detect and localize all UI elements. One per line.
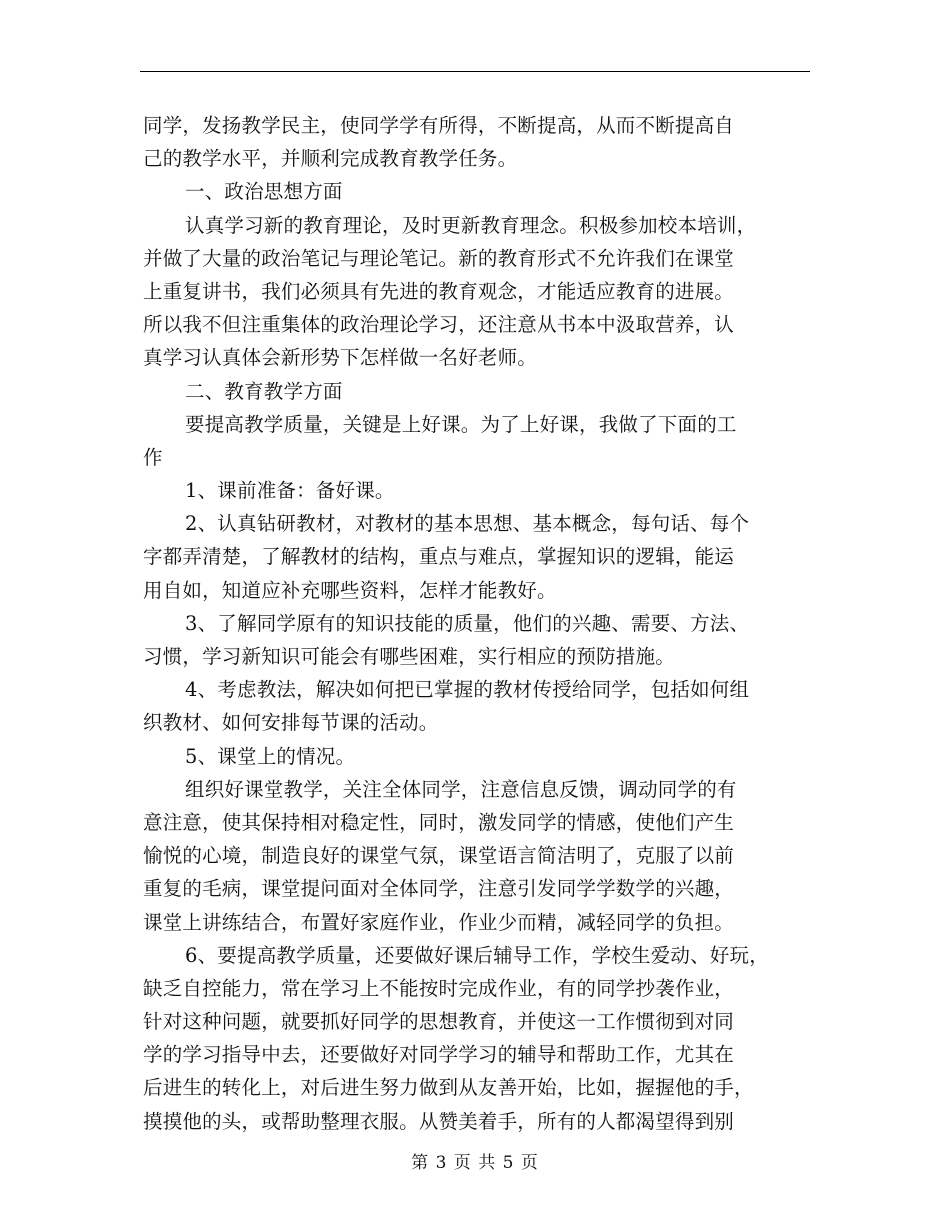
text-line: 所以我不但注重集体的政治理论学习，还注意从书本中汲取营养，认 xyxy=(143,313,735,337)
text-line: 组织好课堂教学，关注全体同学，注意信息反馈，调动同学的有 xyxy=(185,777,737,801)
text-line: 后进生的转化上，对后进生努力做到从友善开始，比如，握握他的手， xyxy=(143,1076,754,1100)
text-line: 针对这种问题，就要抓好同学的思想教育，并使这一工作惯彻到对同 xyxy=(143,1010,735,1034)
text-line: 字都弄清楚，了解教材的结构，重点与难点，掌握知识的逻辑，能运 xyxy=(143,545,735,569)
text-line: 缺乏自控能力，常在学习上不能按时完成作业，有的同学抄袭作业， xyxy=(143,976,735,1000)
header-rule xyxy=(140,71,810,72)
text-line: 4、考虑教法，解决如何把已掌握的教材传授给同学，包括如何组 xyxy=(185,678,750,702)
text-line: 同学，发扬教学民主，使同学学有所得，不断提高，从而不断提高自 xyxy=(143,114,735,137)
text-line: 1、课前准备：备好课。 xyxy=(185,479,395,503)
text-line: 重复的毛病，课堂提问面对全体同学，注意引发同学学数学的兴趣， xyxy=(143,877,735,901)
text-line: 3、了解同学原有的知识技能的质量，他们的兴趣、需要、方法、 xyxy=(185,611,750,635)
text-line: 织教材、如何安排每节课的活动。 xyxy=(143,711,439,735)
text-line: 用自如，知道应补充哪些资料，怎样才能教好。 xyxy=(143,578,557,602)
page-number: 第 3 页 共 5 页 xyxy=(411,1153,539,1173)
text-line: 二、教育教学方面 xyxy=(185,379,343,403)
text-line: 一、政治思想方面 xyxy=(185,180,343,204)
text-line: 己的教学水平，并顺利完成教育教学任务。 xyxy=(143,147,518,171)
text-line: 真学习认真体会新形势下怎样做一名好老师。 xyxy=(143,346,538,370)
text-line: 要提高教学质量，关键是上好课。为了上好课，我做了下面的工 xyxy=(185,412,737,436)
text-line: 课堂上讲练结合，布置好家庭作业，作业少而精，减轻同学的负担。 xyxy=(143,910,735,934)
text-line: 并做了大量的政治笔记与理论笔记。新的教育形式不允许我们在课堂 xyxy=(143,246,735,270)
text-line: 摸摸他的头，或帮助整理衣服。从赞美着手，所有的人都渴望得到别 xyxy=(143,1109,735,1133)
text-line: 学的学习指导中去，还要做好对同学学习的辅导和帮助工作，尤其在 xyxy=(143,1043,735,1067)
document-body xyxy=(143,109,815,1138)
text-line: 作 xyxy=(143,445,163,469)
text-line: 认真学习新的教育理论，及时更新教育理念。积极参加校本培训， xyxy=(185,213,757,237)
text-line: 5、课堂上的情况。 xyxy=(185,744,356,768)
text-line: 2、认真钻研教材，对教材的基本思想、基本概念，每句话、每个 xyxy=(185,512,750,536)
text-line: 意注意，使其保持相对稳定性，同时，激发同学的情感，使他们产生 xyxy=(143,810,735,834)
text-line: 习惯，学习新知识可能会有哪些困难，实行相应的预防措施。 xyxy=(143,645,675,668)
text-line: 上重复讲书，我们必须具有先进的教育观念，才能适应教育的进展。 xyxy=(143,279,735,303)
text-line: 6、要提高教学质量，还要做好课后辅导工作，学校生爱动、好玩， xyxy=(185,943,769,967)
text-line: 愉悦的心境，制造良好的课堂气氛，课堂语言简洁明了，克服了以前 xyxy=(143,844,735,868)
